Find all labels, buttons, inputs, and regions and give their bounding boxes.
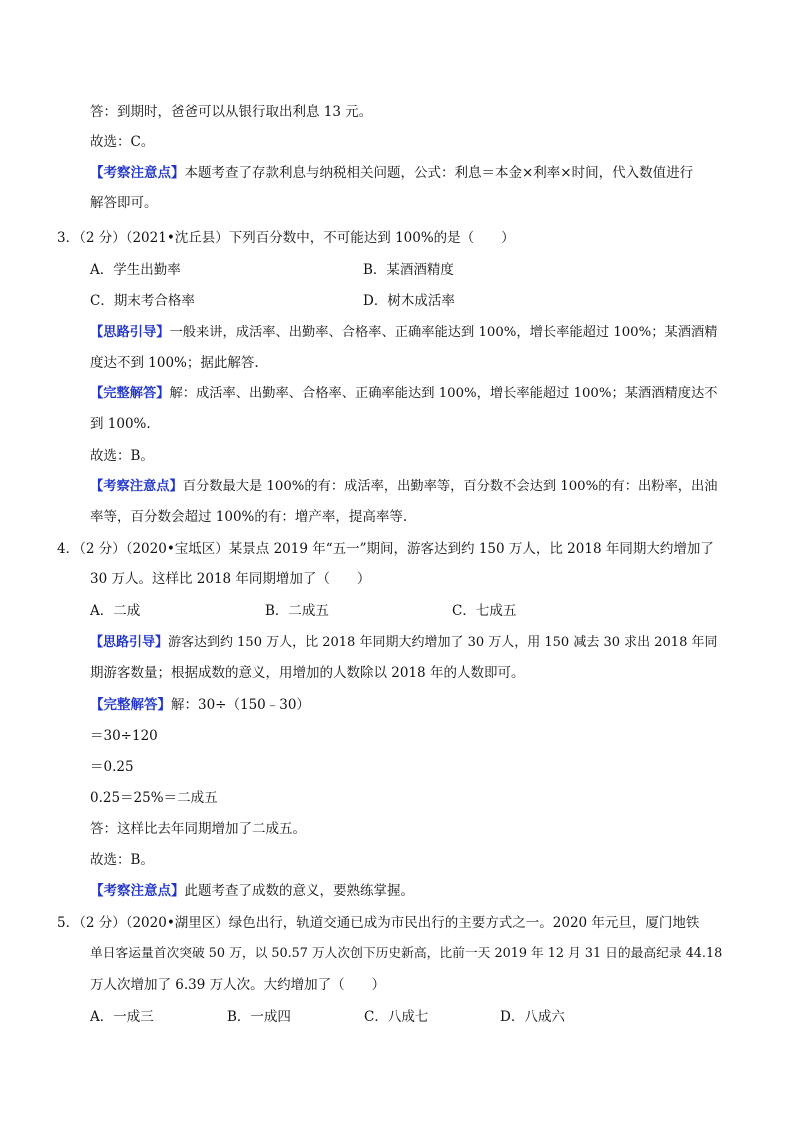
q2-answer: 答：到期时，爸爸可以从银行取出利息 13 元。 [90,104,373,120]
q3-silu-line-2: 度达不到 100%；据此解答. [90,355,259,371]
q4-choice: 故选：B。 [90,852,154,868]
q4-wanzheng-line-1 [90,695,310,715]
q4-silu-line-2: 期游客数量；根据成数的意义，用增加的人数除以 2018 年的人数即可。 [90,665,525,681]
q4-silu-text-1: 游客达到约 150 万人，比 2018 年同期大约增加了 30 万人，用 150 减去 30 求出 2018 年同 [168,635,718,650]
q3-kaocha-line-1 [90,477,717,497]
q5-option-c: C．八成七 [364,1009,429,1025]
q4-wanzheng-text-1: 解：30÷（150﹣30） [171,697,310,713]
q5-option-a: A．一成三 [90,1009,154,1025]
q2-choice: 故选：C。 [90,134,155,150]
q3-option-a: A．学生出勤率 [90,262,181,278]
q4-stem-line-2: 30 万人。这样比 2018 年同期增加了（ ） [90,571,371,587]
q5-option-d: D．八成六 [500,1009,565,1025]
q4-kaocha-text-1: 此题考查了成数的意义，要熟练掌握。 [184,883,414,899]
wanzheng-tag: 【完整解答】 [90,697,171,713]
q3-option-c: C．期末考合格率 [90,293,195,309]
q5-stem-line-3: 万人次增加了 6.39 万人次。大约增加了（ ） [90,977,386,993]
q3-wanzheng-text-1: 解：成活率、出勤率、合格率、正确率能达到 100%，增长率能超过 100%；某酒酒精度达不 [169,386,718,401]
q4-kaocha-line-1 [90,881,414,901]
q2-note-line-1 [90,163,693,183]
kaocha-tag: 【考察注意点】 [90,479,183,494]
q4-silu-line-1 [90,633,717,653]
silu-tag: 【思路引导】 [90,325,170,340]
q4-wanzheng-line-4: 0.25＝25%＝二成五 [90,790,218,806]
q3-kaocha-line-2: 率等，百分数会超过 100%的有：增产率，提高率等. [90,509,408,525]
q3-kaocha-text-1: 百分数最大是 100%的有：成活率，出勤率等，百分数不会达到 100%的有：出粉率，出油 [182,479,718,494]
q2-note-line-2: 解答即可。 [90,195,158,211]
q4-option-a: A．二成 [90,603,141,619]
kaocha-tag: 【考察注意点】 [90,165,185,181]
q4-wanzheng-line-2: ＝30÷120 [90,728,158,744]
q3-option-d: D．树木成活率 [363,293,455,309]
q5-stem-line-1: 5．（2 分）（2020•湖里区）绿色出行，轨道交通已成为市民出行的主要方式之一。2020 年元旦，厦门地铁 [57,915,700,931]
q3-silu-line-1 [90,323,717,343]
q3-wanzheng-line-1 [90,384,717,404]
q5-option-b: B．一成四 [227,1009,291,1025]
q3-option-b: B．某酒酒精度 [363,262,454,278]
kaocha-tag: 【考察注意点】 [90,883,185,899]
q4-option-c: C．七成五 [452,603,517,619]
q3-wanzheng-line-2: 到 100%. [90,416,151,432]
q4-option-b: B．二成五 [265,603,329,619]
q3-stem: 3．（2 分）（2021•沈丘县）下列百分数中，不可能达到 100%的是（ ） [57,230,515,246]
q3-silu-text-1: 一般来讲，成活率、出勤率、合格率、正确率能达到 100%，增长率能超过 100%；某酒酒精 [169,325,718,340]
q3-choice: 故选：B。 [90,448,154,464]
wanzheng-tag: 【完整解答】 [90,386,170,401]
q5-stem-line-2: 单日客运量首次突破 50 万，以 50.57 万人次创下历史新高，比前一天 2019 年 12 月 31 日的最高纪录 44.18 [90,946,723,961]
silu-tag: 【思路引导】 [90,635,169,650]
q2-note-text-1: 本题考查了存款利息与纳税相关问题，公式：利息＝本金×利率×时间，代入数值进行 [184,165,694,181]
q4-wanzheng-line-5: 答：这样比去年同期增加了二成五。 [90,821,306,837]
q4-wanzheng-line-3: ＝0.25 [90,759,134,775]
q4-stem-line-1: 4．（2 分）（2020•宝坻区）某景点 2019 年“五一”期间，游客达到约 150 万人，比 2018 年同期大约增加了 [57,541,714,557]
